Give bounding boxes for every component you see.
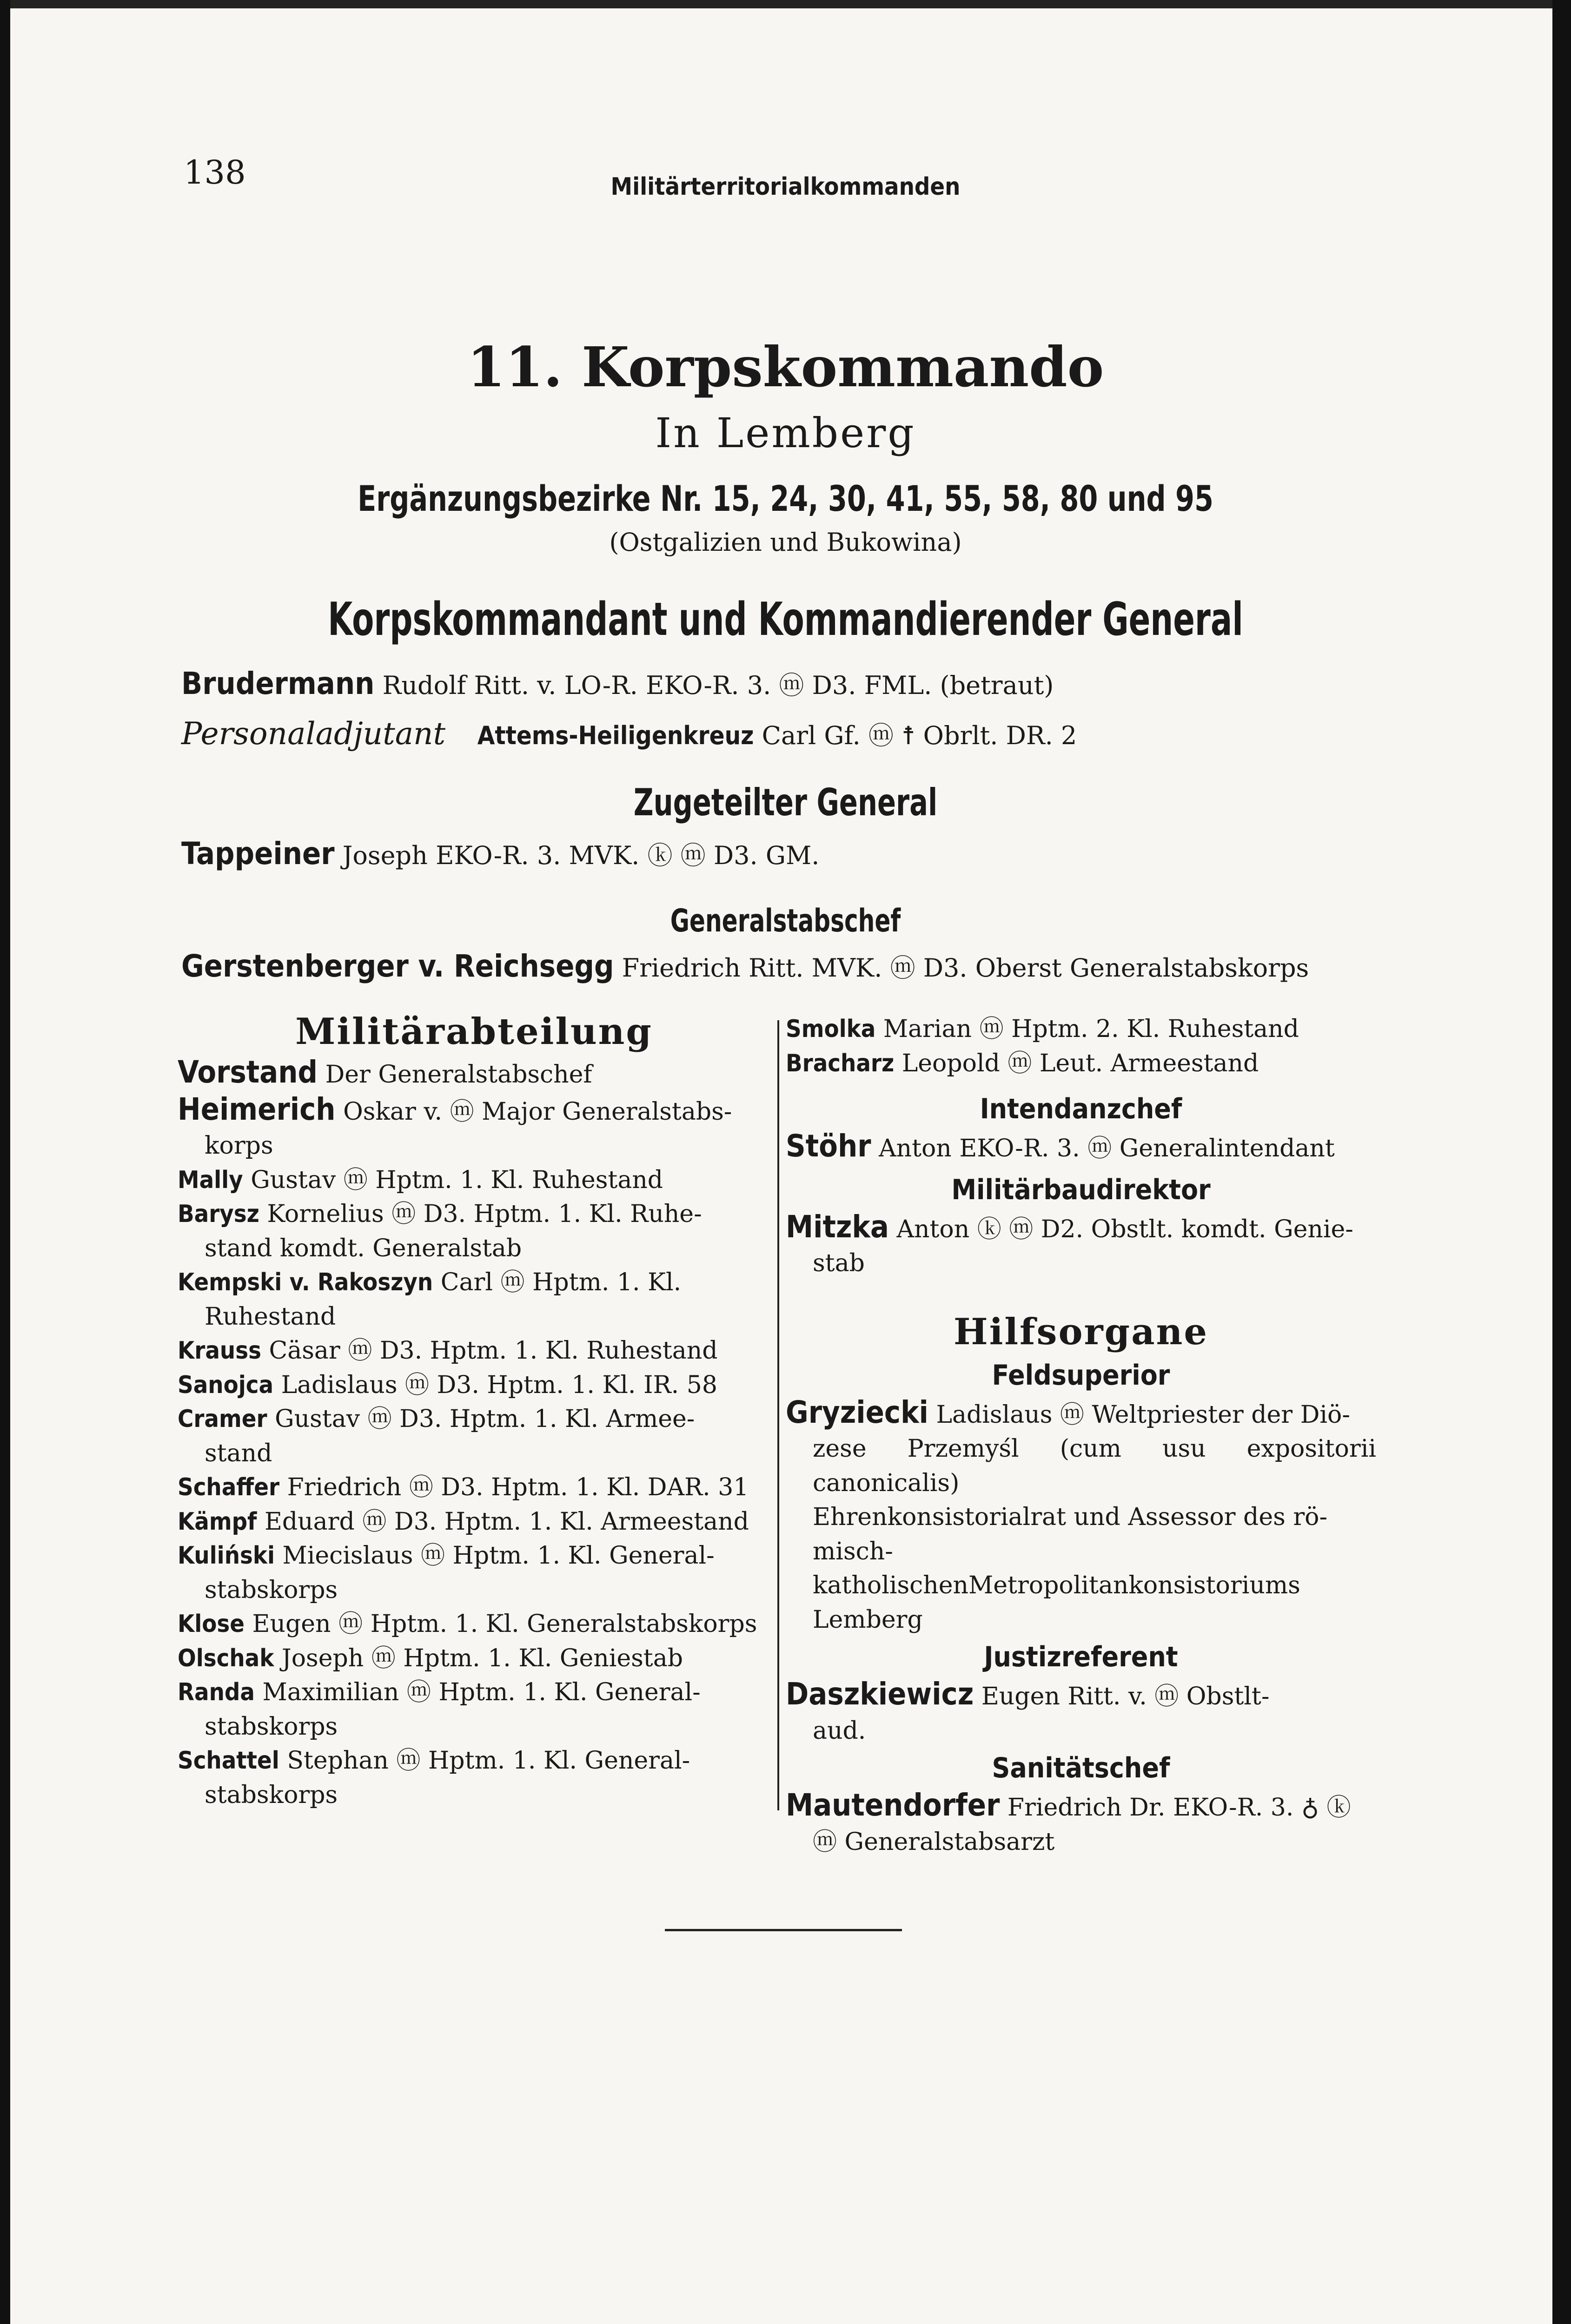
list-item [178, 1505, 770, 1539]
running-head: Militärterritorialkommanden [610, 173, 961, 201]
entry-continuation: stand komdt. Generalstab [205, 1234, 522, 1262]
page-number: 138 [184, 153, 246, 191]
assigned-general-heading: Zugeteilter General [633, 781, 938, 824]
entry-name: Mitzka [786, 1208, 889, 1245]
list-item [786, 1210, 1376, 1281]
entry-continuation: stand [205, 1439, 272, 1467]
list-item [178, 1642, 770, 1676]
entry-details: Leopold ⓜ Leut. Armeestand [902, 1049, 1259, 1077]
list-item [178, 1266, 770, 1334]
left-column [178, 1009, 770, 1812]
adjutant-details: Carl Gf. ⓜ ☨ Obrlt. DR. 2 [762, 721, 1077, 750]
entry-continuation: zese Przemyśl (cum usu expositorii canonicalis) [813, 1435, 1376, 1497]
entry-details: Friedrich Dr. EKO-R. 3. ♁ ⓚ [1007, 1794, 1351, 1822]
list-item [178, 1607, 770, 1642]
entry-name: Schaffer [178, 1473, 280, 1501]
commander-heading: Korpskommandant und Kommandierender General [328, 593, 1243, 646]
adjutant-entry [181, 716, 1353, 752]
entry-name: Stöhr [786, 1128, 871, 1164]
justice-heading: Justizreferent [984, 1641, 1178, 1673]
entry-name: Randa [178, 1678, 255, 1706]
entry-details: Eduard ⓜ D3. Hptm. 1. Kl. Armeestand [264, 1507, 749, 1536]
entry-details: Oskar v. ⓜ Major Generalstabs- [343, 1097, 732, 1126]
commander-entry [181, 666, 1353, 701]
entry-details: Eugen ⓜ Hptm. 1. Kl. Generalstabskorps [252, 1610, 757, 1638]
entry-details: Ladislaus ⓜ Weltpriester der Diö- [936, 1400, 1350, 1429]
commander-name: Brudermann [181, 666, 375, 701]
list-item [786, 1677, 1376, 1748]
field-superior-heading: Feldsuperior [992, 1359, 1170, 1392]
list-item [178, 1402, 770, 1471]
entry-name: Smolka [786, 1015, 876, 1043]
entry-details: Marian ⓜ Hptm. 2. Kl. Ruhestand [883, 1015, 1299, 1043]
entry-details: Gustav ⓜ D3. Hptm. 1. Kl. Armee- [275, 1405, 695, 1433]
commander-details: Rudolf Ritt. v. LO-R. EKO-R. 3. ⓜ D3. FML. (betraut) [382, 671, 1054, 700]
entry-details: Miecislaus ⓜ Hptm. 1. Kl. General- [282, 1542, 715, 1570]
entry-details: Friedrich ⓜ D3. Hptm. 1. Kl. DAR. 31 [287, 1473, 749, 1501]
entry-name: Klose [178, 1610, 245, 1638]
entry-details: Anton EKO-R. 3. ⓜ Generalintendant [879, 1135, 1335, 1162]
districts-line: Ergänzungsbezirke Nr. 15, 24, 30, 41, 55, 58, 80 und 95 [358, 478, 1213, 519]
list-item [786, 1788, 1376, 1859]
entry-continuation: Lemberg [813, 1605, 923, 1634]
entry-name: Cramer [178, 1405, 267, 1433]
entry-details: Gustav ⓜ Hptm. 1. Kl. Ruhestand [251, 1166, 663, 1194]
entry-continuation: stabskorps [205, 1781, 338, 1809]
end-rule [665, 1929, 902, 1931]
entry-name: Bracharz [786, 1049, 895, 1077]
entry-name: Mautendorfer [786, 1787, 1000, 1823]
entry-continuation: stabskorps [205, 1712, 338, 1741]
list-item [178, 1744, 770, 1812]
list-item [786, 1047, 1376, 1081]
entry-details: Stephan ⓜ Hptm. 1. Kl. General- [287, 1747, 690, 1775]
list-item [178, 1471, 770, 1505]
list-item [178, 1197, 770, 1266]
list-item [786, 1012, 1376, 1047]
chief-of-staff-entry [181, 948, 1353, 984]
districts-note: (Ostgalizien und Bukowina) [609, 528, 962, 557]
military-department-heading: Militärabteilung [295, 1010, 653, 1053]
department-chief [178, 1055, 770, 1092]
construction-heading: Militärbaudirektor [951, 1173, 1211, 1206]
entry-details: Kornelius ⓜ D3. Hptm. 1. Kl. Ruhe- [267, 1200, 702, 1228]
assigned-general-name: Tappeiner [181, 836, 335, 872]
entry-name: Kuliński [178, 1542, 275, 1570]
entry-continuation: stab [813, 1249, 865, 1277]
entry-name: Barysz [178, 1200, 259, 1228]
department-chief-text: Der Generalstabschef [325, 1061, 592, 1089]
entry-name: Schattel [178, 1747, 279, 1775]
entry-name: Kämpf [178, 1507, 257, 1536]
chief-of-staff-name: Gerstenberger v. Reichsegg [181, 948, 614, 984]
list-item [178, 1334, 770, 1368]
scan-edge-top [0, 0, 1571, 8]
entry-continuation: korps [205, 1132, 273, 1160]
entry-name: Heimerich [178, 1091, 336, 1127]
medical-heading: Sanitätschef [992, 1752, 1170, 1784]
entry-details: Cäsar ⓜ D3. Hptm. 1. Kl. Ruhestand [269, 1337, 718, 1365]
list-item [786, 1129, 1376, 1166]
entry-name: Daszkiewicz [786, 1676, 974, 1712]
entry-name: Sanojca [178, 1371, 274, 1399]
column-divider [777, 1020, 779, 1810]
assigned-general-details: Joseph EKO-R. 3. MVK. ⓚ ⓜ D3. GM. [342, 841, 820, 870]
list-item [178, 1092, 770, 1163]
entry-continuation: stabskorps [205, 1576, 338, 1604]
entry-continuation: aud. [813, 1717, 866, 1745]
entry-continuation: Ruhestand [205, 1302, 336, 1331]
assigned-general-entry [181, 836, 1353, 872]
department-chief-label: Vorstand [178, 1054, 318, 1090]
list-item [786, 1395, 1376, 1637]
list-item [178, 1163, 770, 1198]
list-item [178, 1368, 770, 1403]
entry-details: Eugen Ritt. v. ⓜ Obstlt- [981, 1683, 1270, 1710]
entry-details: Carl ⓜ Hptm. 1. Kl. [440, 1268, 682, 1296]
entry-name: Olschak [178, 1644, 274, 1672]
entry-name: Gryziecki [786, 1394, 928, 1430]
entry-details: Ladislaus ⓜ D3. Hptm. 1. Kl. IR. 58 [281, 1371, 717, 1399]
entry-name: Mally [178, 1166, 243, 1194]
entry-name: Krauss [178, 1337, 261, 1365]
entry-details: Maximilian ⓜ Hptm. 1. Kl. General- [262, 1678, 701, 1706]
intendant-heading: Intendanzchef [980, 1093, 1182, 1125]
chief-of-staff-heading: Generalstabschef [670, 903, 901, 939]
entry-details: Anton ⓚ ⓜ D2. Obstlt. komdt. Genie- [896, 1215, 1353, 1243]
chief-of-staff-details: Friedrich Ritt. MVK. ⓜ D3. Oberst Generalstabskorps [622, 953, 1309, 983]
auxiliary-heading: Hilfsorgane [954, 1310, 1208, 1353]
entry-continuation: ⓜ Generalstabsarzt [813, 1828, 1055, 1856]
entry-continuation: misch-katholischenMetropolitankonsistoriums [813, 1537, 1300, 1599]
right-column [786, 1009, 1376, 1859]
entry-details: Joseph ⓜ Hptm. 1. Kl. Geniestab [281, 1644, 683, 1672]
adjutant-name: Attems-Heiligenkreuz [477, 721, 754, 750]
entry-continuation: Ehrenkonsistorialrat und Assessor des rö- [813, 1503, 1328, 1531]
list-item [178, 1676, 770, 1744]
list-item [178, 1539, 770, 1607]
page-subtitle: In Lemberg [655, 409, 916, 457]
entry-name: Kempski v. Rakoszyn [178, 1268, 433, 1296]
page-title: 11. Korpskommando [467, 335, 1104, 399]
adjutant-role: Personaladjutant [181, 716, 446, 752]
